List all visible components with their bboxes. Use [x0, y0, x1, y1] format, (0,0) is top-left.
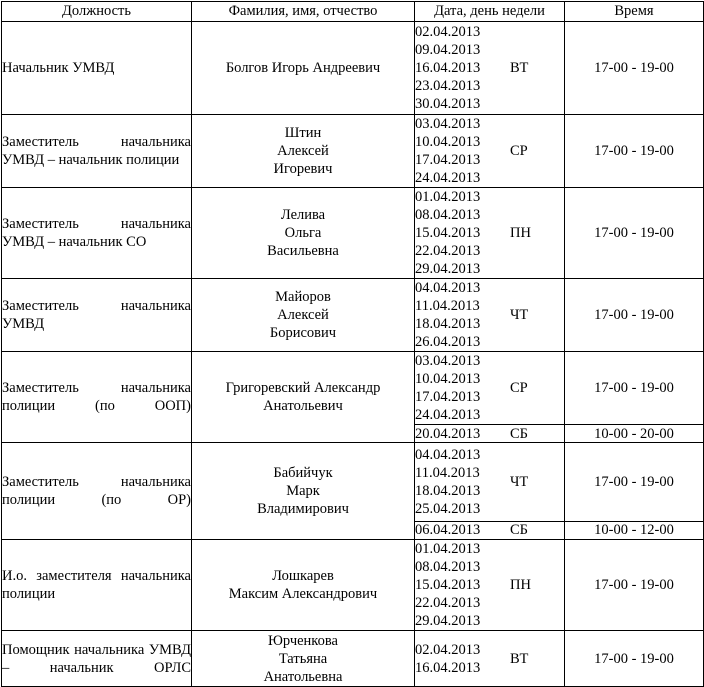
weekday-label: ВТ [510, 650, 529, 667]
extra-time-cell: 10-00 - 20-00 [565, 425, 704, 443]
table-row [2, 443, 704, 522]
extra-weekday-label: СБ [510, 425, 528, 442]
dates-cell [415, 279, 565, 352]
table-row [2, 352, 704, 425]
date-item: 26.04.2013 [415, 334, 481, 350]
name-line: Штин [284, 125, 322, 141]
dates-list [415, 115, 503, 187]
weekday-label: ПН [510, 577, 531, 593]
extra-date-cell [415, 425, 565, 443]
name-cell [192, 279, 415, 352]
date-item: 11.04.2013 [415, 464, 480, 481]
table-row [2, 279, 704, 352]
dates-list [415, 23, 503, 113]
name-cell [192, 22, 415, 115]
dates-list [415, 352, 503, 424]
name-cell [192, 115, 415, 188]
name-line: Анатольевич [263, 398, 343, 414]
date-item: 24.04.2013 [415, 170, 481, 186]
date-item: 15.04.2013 [415, 577, 481, 593]
name-line: Владимирович [257, 501, 349, 517]
dates-list [415, 540, 503, 630]
name-line: Юрченкова [268, 632, 338, 649]
name-line: Лелива [280, 207, 326, 223]
name-line: Алексей [277, 143, 329, 159]
date-item: 15.04.2013 [415, 225, 481, 241]
name-cell [192, 540, 415, 631]
date-item: 17.04.2013 [415, 152, 481, 168]
date-item: 22.04.2013 [415, 595, 481, 611]
table-row [2, 631, 704, 687]
date-item: 10.04.2013 [415, 371, 481, 387]
table-row [2, 188, 704, 279]
date-item: 03.04.2013 [415, 353, 481, 369]
date-item: 22.04.2013 [415, 243, 481, 259]
header-row [2, 2, 704, 22]
time-cell: 17-00 - 19-00 [565, 540, 704, 631]
dates-cell [415, 188, 565, 279]
name-line: Игоревич [273, 161, 333, 177]
name-line: Майоров [275, 289, 331, 305]
date-item: 29.04.2013 [415, 613, 481, 629]
dates-cell [415, 115, 565, 188]
time-cell: 17-00 - 19-00 [565, 279, 704, 352]
table-row [2, 22, 704, 115]
weekday-label: СР [510, 380, 528, 396]
position-cell: Помощник начальника УМВД – начальник ОРЛС [2, 631, 192, 687]
time-cell: 17-00 - 19-00 [565, 188, 704, 279]
name-line: Татьяна [278, 650, 328, 667]
date-item: 18.04.2013 [415, 482, 481, 499]
time-cell: 17-00 - 19-00 [565, 631, 704, 687]
name-line: Алексей [277, 307, 329, 323]
dates-list [415, 641, 503, 677]
time-cell: 17-00 - 19-00 [565, 22, 704, 115]
extra-weekday-label: СБ [510, 522, 528, 539]
table-row [2, 540, 704, 631]
dates-cell [415, 352, 565, 425]
date-item: 04.04.2013 [415, 446, 481, 463]
position-cell: Начальник УМВД [2, 22, 192, 115]
dates-cell [415, 443, 565, 522]
name-cell [192, 352, 415, 443]
weekday-label: СР [510, 143, 528, 159]
name-cell [192, 443, 415, 540]
position-cell: Заместитель начальника УМВД – начальник полиции [2, 115, 192, 188]
date-item: 08.04.2013 [415, 207, 481, 223]
weekday-label: ЧТ [510, 473, 529, 490]
date-item: 29.04.2013 [415, 261, 481, 277]
date-item: 24.04.2013 [415, 407, 481, 423]
name-cell [192, 188, 415, 279]
reception-schedule-table [1, 1, 704, 687]
date-item: 09.04.2013 [415, 42, 481, 58]
extra-time-cell: 10-00 - 12-00 [565, 521, 704, 539]
name-cell [192, 631, 415, 687]
dates-cell [415, 22, 565, 115]
weekday-label: ЧТ [510, 307, 529, 323]
name-line: Борисович [269, 325, 337, 341]
date-item: 16.04.2013 [415, 60, 481, 76]
time-cell: 17-00 - 19-00 [565, 352, 704, 425]
name-line: Максим Александрович [228, 586, 378, 602]
date-item: 11.04.2013 [415, 298, 480, 314]
date-item: 30.04.2013 [415, 96, 481, 112]
date-item: 23.04.2013 [415, 78, 481, 94]
extra-date: 20.04.2013 [415, 425, 481, 442]
name-line: Григоревский Александр [225, 380, 381, 396]
date-item: 17.04.2013 [415, 389, 481, 405]
name-line: Анатольевна [263, 668, 343, 685]
name-line: Васильевна [267, 243, 339, 259]
date-item: 02.04.2013 [415, 24, 481, 40]
name-line: Лошкарев [272, 568, 334, 584]
name-line: Болгов Игорь Андреевич [225, 60, 381, 76]
dates-cell [415, 631, 565, 687]
date-item: 08.04.2013 [415, 559, 481, 575]
date-item: 18.04.2013 [415, 316, 481, 332]
header-position: Должность [2, 2, 192, 22]
dates-list [415, 188, 503, 278]
position-cell: Заместитель начальника полиции (по ОР) [2, 443, 192, 540]
name-line: Ольга [284, 225, 322, 241]
name-line: Бабийчук [273, 465, 333, 481]
time-cell: 17-00 - 19-00 [565, 115, 704, 188]
date-item: 04.04.2013 [415, 280, 481, 296]
dates-list [415, 279, 503, 351]
weekday-label: ВТ [510, 60, 529, 76]
dates-list [415, 446, 503, 518]
time-cell: 17-00 - 19-00 [565, 443, 704, 522]
date-item: 25.04.2013 [415, 500, 481, 517]
position-cell: Заместитель начальника полиции (по ООП) [2, 352, 192, 443]
date-item: 01.04.2013 [415, 189, 481, 205]
weekday-label: ПН [510, 225, 531, 241]
extra-date-cell [415, 521, 565, 539]
position-cell: Заместитель начальника УМВД [2, 279, 192, 352]
date-item: 02.04.2013 [415, 641, 481, 658]
name-line: Марк [286, 483, 320, 499]
extra-date: 06.04.2013 [415, 522, 481, 539]
date-item: 10.04.2013 [415, 134, 481, 150]
date-item: 16.04.2013 [415, 659, 481, 676]
position-cell: Заместитель начальника УМВД – начальник СО [2, 188, 192, 279]
dates-cell [415, 540, 565, 631]
date-item: 03.04.2013 [415, 116, 481, 132]
date-item: 01.04.2013 [415, 541, 481, 557]
header-dates: Дата, день недели [415, 2, 565, 22]
header-time: Время [565, 2, 704, 22]
position-cell: И.о. заместителя начальника полиции [2, 540, 192, 631]
table-row [2, 115, 704, 188]
header-name: Фамилия, имя, отчество [192, 2, 415, 22]
